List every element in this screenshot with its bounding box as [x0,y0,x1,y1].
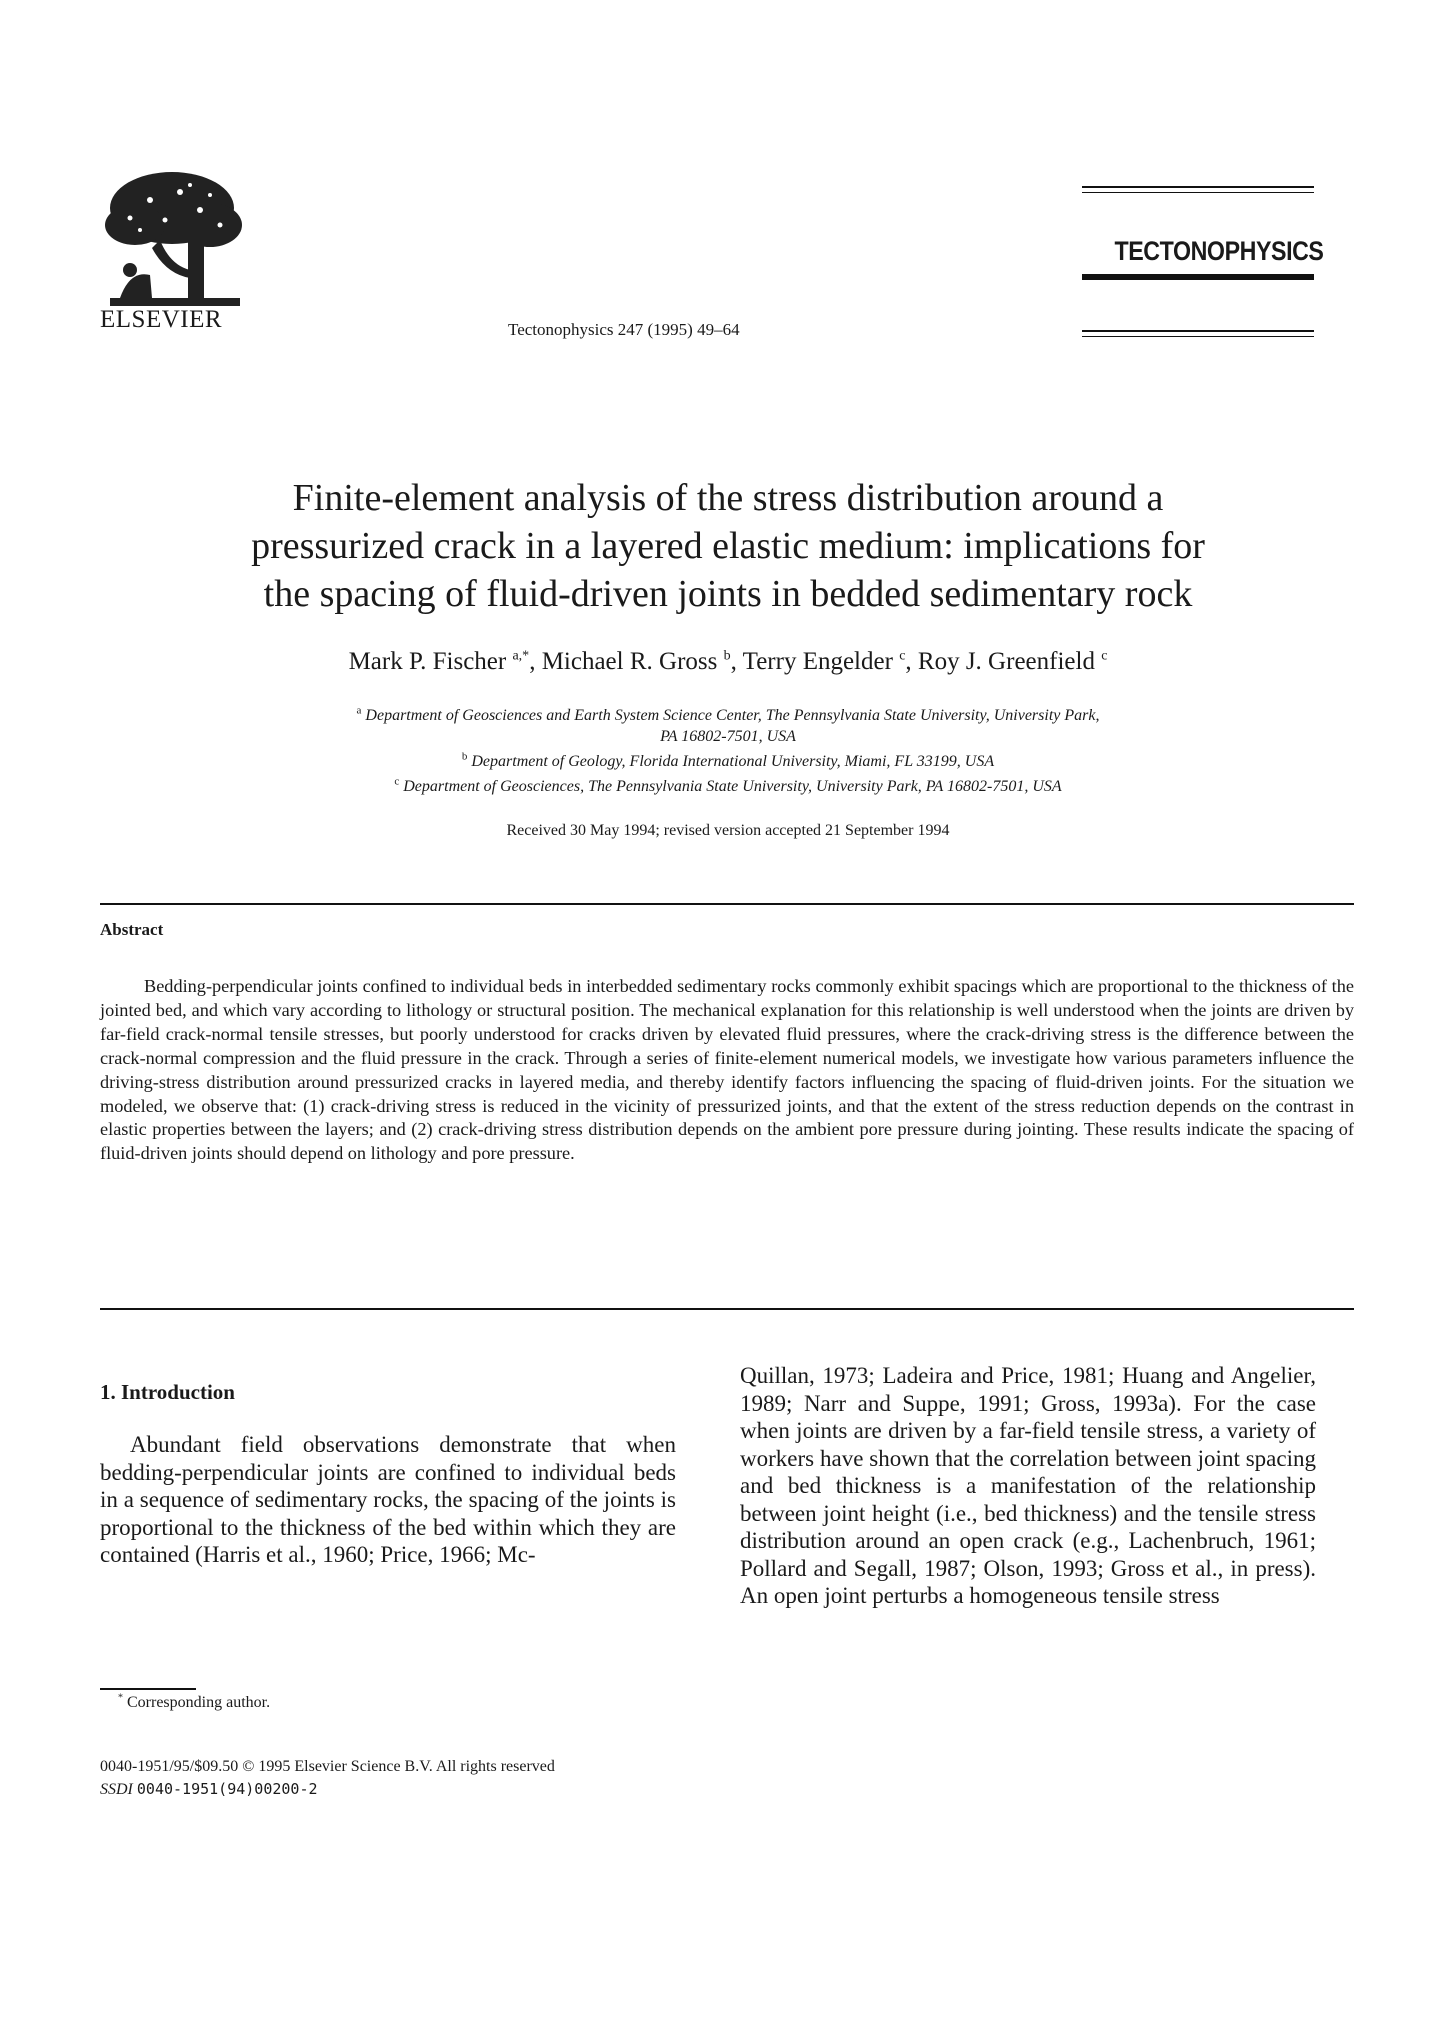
footnote-rule [100,1688,196,1690]
journal-citation: Tectonophysics 247 (1995) 49–64 [508,320,740,339]
affiliation-text: PA 16802-7501, USA [660,728,796,745]
elsevier-tree-icon [100,170,250,310]
header-rule-top-thin [1082,192,1314,193]
author-name: Roy J. Greenfield [917,648,1095,675]
header-rule-top [1082,186,1314,188]
affiliation [100,706,1356,725]
received-dates: Received 30 May 1994; revised version accepted 21 September 1994 [506,822,950,839]
journal-name: TECTONOPHYSICS [1114,236,1324,266]
affiliation-text: Department of Geosciences and Earth System Science Center, The Pennsylvania State University, University Park, [365,707,1100,724]
title-line: pressurized crack in a layered elastic medium: implications for [251,525,1205,567]
copyright-imprint [100,1756,555,1801]
section-heading: 1. Introduction [100,1380,235,1404]
affiliation-text: Department of Geosciences, The Pennsylvania State University, University Park, PA 16802-7501, USA [403,778,1062,795]
ssdi-label: SSDI [100,1781,133,1798]
affiliation-marker: c [394,775,400,788]
footnote-marker: * [118,1692,123,1704]
footnote-text: Corresponding author. [127,1694,271,1711]
affiliation [100,752,1356,771]
abstract-text: Bedding-perpendicular joints confined to individual beds in interbedded sedimentary rocks commonly exhibit spacings which are proportional to the thickness of the jointed bed, and which vary according to lithology or structural position. The mechanical explanation for this relationship is well understood when the joints are driven by far-field crack-normal tensile stresses, but poorly understood for cracks driven by elevated fluid pressures, where the crack-driving stress is the difference between the crack-normal compression and the fluid pressure in the crack. Through a series of finite-element numerical models, we investigate how various parameters influence the driving-stress distribution around pressurized cracks in layered media, and thereby identify factors influencing the spacing of fluid-driven joints. For the situation we modeled, we observe that: (1) crack-driving stress is reduced in the vicinity of pressurized joints, and that the extent of the stress reduction depends on the contrast in elastic properties between the layers; and (2) crack-driving stress distribution depends on the ambient pore pressure during jointing. These results indicate the spacing of fluid-driven joints should depend on lithology and pore pressure. [100,976,1354,1164]
title-line: the spacing of fluid-driven joints in bedded sedimentary rock [263,573,1193,615]
author-affiliation-marker: b [723,648,731,664]
right-column-text: Quillan, 1973; Ladeira and Price, 1981; Huang and Angelier, 1989; Narr and Suppe, 1991; Gross, 1993a). For the case when joints are driven by a far-field tensile stress, a variety of workers have shown that the correlation between joint spacing and bed thickness is a manifestation of the relationship between joint height (i.e., bed thickness) and the tensile stress distribution around an open crack (e.g., Lachenbruch, 1961; Pollard and Segall, 1987; Olson, 1993; Gross et al., in press). An open joint perturbs a homogeneous tensile stress [740,1363,1316,1608]
author-name: Michael R. Gross [541,648,718,675]
author-affiliation-marker: a,* [512,648,530,664]
header-rule-thick [1082,274,1314,280]
abstract-rule-top [100,903,1354,905]
affiliation-text: Department of Geology, Florida International University, Miami, FL 33199, USA [471,753,995,770]
title-line: Finite-element analysis of the stress distribution around a [292,477,1164,519]
author-list: Mark P. Fischer $^{a,*}$, Michael R. Gross $^b$, Terry Engelder $^c$, Roy J. Greenfield $^c$ [348,648,1108,675]
author-name: Terry Engelder [742,648,893,675]
affiliation [100,777,1356,796]
article-title [100,474,1356,618]
affiliation [100,727,1356,746]
header-rule-bottom [1082,330,1314,332]
author-name: Mark P. Fischer [348,648,507,675]
author-affiliation-marker: c [899,648,906,664]
ssdi-code: 0040-1951(94)00200-2 [136,1780,318,1798]
left-column-text: Abundant field observations demonstrate that when bedding-perpendicular joints are confined to individual beds in a sequence of sedimentary rocks, the spacing of the joints is proportional to the thickness of the bed within which they are contained (Harris et al., 1960; Price, 1966; Mc- [100,1432,676,1567]
publisher-name: ELSEVIER [100,306,223,333]
abstract-rule-bottom [100,1308,1354,1310]
abstract-heading: Abstract [100,920,164,939]
copyright-line: 0040-1951/95/$09.50 © 1995 Elsevier Science B.V. All rights reserved [100,1758,555,1775]
author-affiliation-marker: c [1101,648,1108,664]
affiliation-marker: a [356,704,362,717]
header-rule-bottom-thin [1082,336,1314,337]
footnote [118,1694,270,1712]
affiliation-marker: b [461,750,468,763]
